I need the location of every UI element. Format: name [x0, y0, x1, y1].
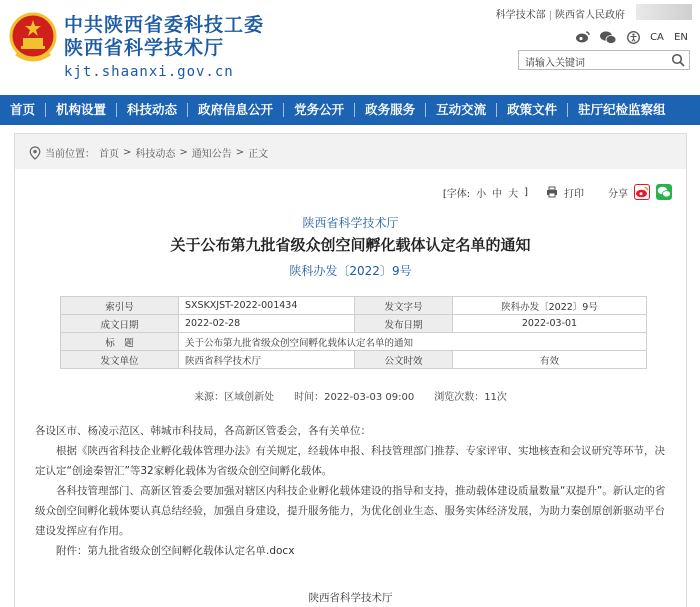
- main-nav: [0, 95, 700, 125]
- breadcrumb-separator: >: [235, 147, 245, 158]
- table-row: [61, 297, 647, 315]
- attachment-link[interactable]: 附件：第九批省级众创空间孵化载体认定名单.docx: [56, 545, 295, 557]
- article-frame: [14, 133, 687, 607]
- source-line: 来源：区域创新处 时间：2022-03-03 09:00 浏览次数：11次: [194, 392, 507, 403]
- greeting: 各设区市、杨凌示范区、韩城市科技局，各高新区管委会，各有关单位：: [35, 425, 371, 437]
- language-en-icon[interactable]: EN: [674, 31, 688, 43]
- nav-item-party-affairs[interactable]: 党务公开: [294, 102, 345, 117]
- breadcrumb-news[interactable]: 科技动态: [135, 149, 176, 160]
- meta-label: 公文时效: [355, 351, 453, 369]
- font-size-medium[interactable]: 中: [492, 188, 503, 200]
- top-link-separator: |: [548, 10, 552, 21]
- nav-item-gov-services[interactable]: 政务服务: [365, 102, 416, 117]
- font-size-close: ]: [524, 186, 528, 198]
- table-row: [61, 333, 647, 351]
- nav-item-discipline[interactable]: 驻厅纪检监察组: [578, 102, 666, 117]
- wechat-icon[interactable]: [600, 30, 616, 44]
- nav-item-interaction[interactable]: 互动交流: [436, 102, 487, 117]
- document-number: 陕科办发〔2022〕9号: [289, 264, 412, 278]
- nav-item-info-disclosure[interactable]: 政府信息公开: [198, 102, 274, 117]
- meta-value: 陕科办发〔2022〕9号: [453, 297, 647, 315]
- meta-value: 2022-02-28: [179, 315, 355, 333]
- site-domain: kjt.shaanxi.gov.cn: [64, 64, 234, 80]
- top-links: [493, 6, 628, 21]
- search-icon[interactable]: [671, 53, 685, 67]
- breadcrumb-home[interactable]: 首页: [99, 149, 119, 160]
- share-label: 分享: [608, 188, 628, 200]
- meta-value: 陕西省科学技术厅: [179, 351, 355, 369]
- meta-label: 成文日期: [61, 315, 179, 333]
- nav-item-policy[interactable]: 政策文件: [507, 102, 558, 117]
- site-title[interactable]: [64, 14, 264, 60]
- nav-item-organization[interactable]: 机构设置: [56, 102, 107, 117]
- search-input[interactable]: 请输入关键词: [525, 58, 585, 69]
- location-pin-icon: [29, 146, 41, 160]
- weibo-share-icon[interactable]: [634, 184, 650, 200]
- meta-label: 标 题: [61, 333, 179, 351]
- nav-item-news[interactable]: 科技动态: [127, 102, 178, 117]
- breadcrumb-notices[interactable]: 通知公告: [191, 149, 232, 160]
- page-title: 关于公布第九批省级众创空间孵化载体认定名单的通知: [170, 236, 531, 254]
- top-link-gov[interactable]: 陕西省人民政府: [555, 10, 625, 21]
- weibo-icon[interactable]: [576, 30, 590, 44]
- font-size-large[interactable]: 大: [508, 188, 519, 200]
- print-icon[interactable]: [546, 186, 558, 198]
- paragraph: 根据《陕西省科技企业孵化载体管理办法》有关规定，经载体申报、科技管理部门推荐、专家评审、实地核查和会议研究等环节，决定认定“创途秦智汇”等32家孵化载体为省级众创空间孵化载体。: [35, 445, 665, 477]
- breadcrumb-current: 正文: [248, 149, 269, 160]
- meta-value: 2022-03-01: [453, 315, 647, 333]
- ca-icon[interactable]: CA: [650, 31, 664, 43]
- print-button[interactable]: 打印: [564, 188, 584, 200]
- wechat-share-icon[interactable]: [656, 184, 672, 200]
- breadcrumb-separator: >: [123, 147, 132, 158]
- article-body: [35, 421, 667, 561]
- document-meta-table: [60, 296, 647, 369]
- breadcrumb: [29, 145, 268, 160]
- table-row: [61, 351, 647, 369]
- font-size-label: [字体:: [442, 188, 471, 200]
- signoff: 陕西省科学技术厅: [308, 592, 393, 604]
- meta-value: SXSKXJST-2022-001434: [179, 297, 355, 315]
- breadcrumb-separator: >: [179, 147, 188, 158]
- nav-item-home[interactable]: 首页: [10, 102, 36, 117]
- search-box[interactable]: [518, 50, 690, 70]
- meta-value: 有效: [453, 351, 647, 369]
- issuing-department: 陕西省科学技术厅: [302, 216, 399, 230]
- site-title-line2: 陕西省科学技术厅: [64, 37, 225, 59]
- meta-label: 索引号: [61, 297, 179, 315]
- site-header: [0, 0, 700, 95]
- site-title-line1: 中共陕西省委科技工委: [64, 14, 265, 36]
- header-icon-row: [576, 30, 688, 44]
- meta-value: 关于公布第九批省级众创空间孵化载体认定名单的通知: [179, 333, 647, 351]
- top-link-most[interactable]: 科学技术部: [495, 10, 546, 21]
- meta-label: 发布日期: [355, 315, 453, 333]
- font-size-small[interactable]: 小: [476, 188, 487, 200]
- meta-label: 发文单位: [61, 351, 179, 369]
- accessibility-icon[interactable]: [626, 30, 640, 44]
- paragraph: 各科技管理部门、高新区管委会要加强对辖区内科技企业孵化载体建设的指导和支持，推动载体建设质量数量“双提升”。新认定的省级众创空间孵化载体要认真总结经验，加强自身建设，提升服务能力，为优化创业生态、服务实体经济发展，为助力秦创原创新驱动平台建设发挥应有作用。: [35, 485, 666, 537]
- breadcrumb-prefix: 当前位置：: [45, 149, 95, 160]
- national-emblem-icon: [8, 10, 58, 66]
- top-banner[interactable]: [636, 4, 692, 20]
- table-row: [61, 315, 647, 333]
- breadcrumb-bar: [15, 134, 686, 169]
- meta-label: 发文字号: [355, 297, 453, 315]
- article-tools: [443, 184, 672, 200]
